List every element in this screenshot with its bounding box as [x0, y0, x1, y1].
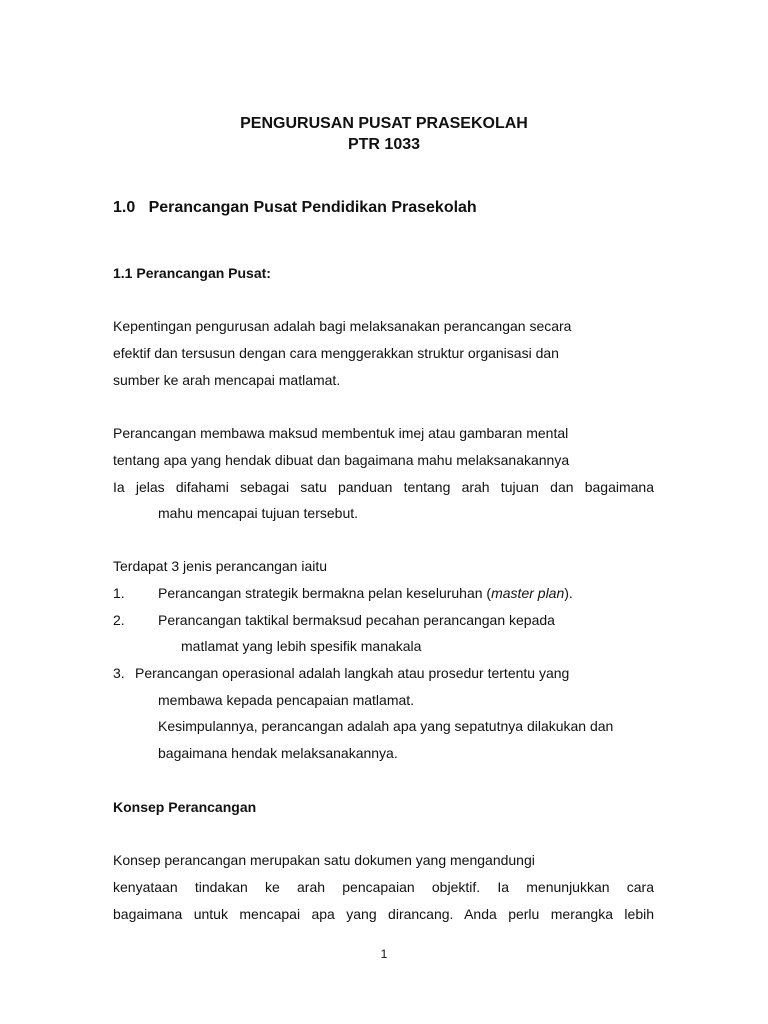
conclusion-line: bagaimana hendak melaksanakannya. [158, 745, 398, 761]
list-item-text: Perancangan taktikal bermaksud pecahan perancangan kepada [158, 612, 555, 628]
list-number: 1. [113, 585, 125, 601]
list-item-text: Perancangan strategik bermakna pelan keseluruhan (master plan). [158, 585, 573, 601]
conclusion-line: Kesimpulannya, perancangan adalah apa yang sepatutnya dilakukan dan [158, 718, 614, 734]
section-heading-1-1: 1.1 Perancangan Pusat: [113, 265, 271, 281]
paragraph-line: Perancangan membawa maksud membentuk imej atau gambaran mental [113, 425, 569, 441]
paragraph-line: Kepentingan pengurusan adalah bagi melaksanakan perancangan secara [113, 318, 572, 334]
course-code: PTR 1033 [347, 136, 421, 153]
paragraph-line: tentang apa yang hendak dibuat dan bagaimana mahu melaksanakannya [113, 452, 570, 468]
list-number: 2. [113, 612, 125, 628]
types-intro: Terdapat 3 jenis perancangan iaitu [113, 558, 328, 574]
list-item-continuation: matlamat yang lebih spesifik manakala [181, 638, 422, 654]
document-title: PENGURUSAN PUSAT PRASEKOLAH [240, 115, 528, 132]
konsep-heading: Konsep Perancangan [113, 799, 257, 815]
section-heading-1-0: 1.0 Perancangan Pusat Pendidikan Prasekolah [113, 199, 477, 216]
list-item-continuation: membawa kepada pencapaian matlamat. [158, 692, 415, 708]
paragraph-line: Konsep perancangan merupakan satu dokumen yang mengandungi [113, 852, 535, 868]
paragraph-line: kenyataan tindakan ke arah pencapaian objektif. Ia menunjukkan cara [113, 879, 654, 895]
list-number: 3. [113, 665, 125, 681]
paragraph-line: sumber ke arah mencapai matlamat. [113, 372, 341, 388]
paragraph-line: efektif dan tersusun dengan cara menggerakkan struktur organisasi dan [113, 345, 559, 361]
paragraph-line: mahu mencapai tujuan tersebut. [158, 505, 359, 521]
italic-term: master plan [491, 585, 565, 601]
page-number: 1 [380, 947, 388, 961]
list-item-text: Perancangan operasional adalah langkah atau prosedur tertentu yang [135, 665, 570, 681]
paragraph-line: Ia jelas difahami sebagai satu panduan tentang arah tujuan dan bagaimana [113, 479, 654, 495]
paragraph-line: bagaimana untuk mencapai apa yang dirancang. Anda perlu merangka lebih [113, 906, 654, 922]
